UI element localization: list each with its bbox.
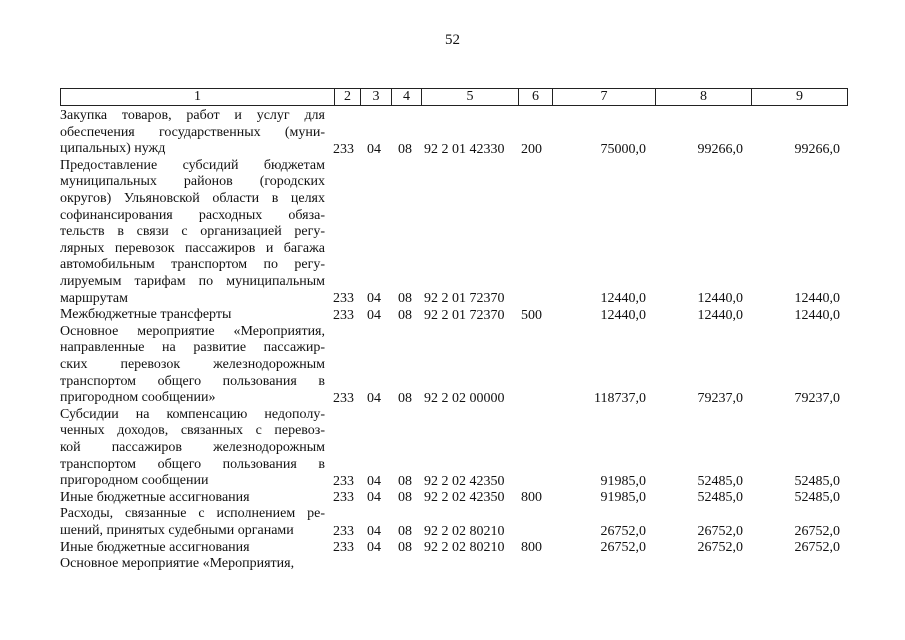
subsection-code-cell: 08 xyxy=(398,307,412,323)
expense-type-cell: 500 xyxy=(521,307,542,323)
gr-code-cell: 233 xyxy=(333,490,354,506)
description-line: Иные бюджетные ассигнования xyxy=(60,539,250,555)
expense-type-cell: 200 xyxy=(521,141,542,157)
amount-col-8-cell: 79237,0 xyxy=(697,390,743,406)
description-line: Предоставление субсидий бюджетам xyxy=(60,157,325,173)
amount-col-7-cell: 12440,0 xyxy=(600,307,646,323)
amount-col-9-cell: 12440,0 xyxy=(794,307,840,323)
description-line: шений, принятых судебными органами xyxy=(60,522,294,538)
gr-code-cell: 233 xyxy=(333,540,354,556)
description-line: транспортом общего пользования в xyxy=(60,456,325,472)
amount-col-7-cell: 91985,0 xyxy=(600,490,646,506)
amount-col-9-cell: 12440,0 xyxy=(794,291,840,307)
description-line: ципальных) нужд xyxy=(60,141,166,157)
row-description xyxy=(60,407,325,490)
row-description xyxy=(60,540,325,557)
row-description xyxy=(60,324,325,407)
table-row xyxy=(60,540,846,557)
description-line: обеспечения государственных (муни- xyxy=(60,124,325,140)
gr-code-cell: 233 xyxy=(333,307,354,323)
header-col-6: 6 xyxy=(518,89,552,105)
description-line: Иные бюджетные ассигнования xyxy=(60,489,250,505)
gr-code-cell: 233 xyxy=(333,141,354,157)
description-line: кой пассажиров железнодорожным xyxy=(60,439,325,455)
description-line: лярных перевозок пассажиров и багажа xyxy=(60,240,325,256)
section-code-cell: 04 xyxy=(367,490,381,506)
table-row xyxy=(60,324,846,407)
description-line: Основное мероприятие «Мероприятия, xyxy=(60,323,325,339)
description-line: тельств в связи с организацией регу- xyxy=(60,224,325,240)
section-code-cell: 04 xyxy=(367,307,381,323)
description-line: муниципальных районов (городских xyxy=(60,174,325,190)
description-line: ченных доходов, связанных с перевоз- xyxy=(60,423,325,439)
table-row xyxy=(60,407,846,490)
subsection-code-cell: 08 xyxy=(398,523,412,539)
amount-col-9-cell: 26752,0 xyxy=(794,540,840,556)
amount-col-8-cell: 52485,0 xyxy=(697,473,743,489)
amount-col-8-cell: 26752,0 xyxy=(697,540,743,556)
table-row xyxy=(60,307,846,324)
description-line: маршрутам xyxy=(60,290,128,306)
header-col-9: 9 xyxy=(751,89,847,105)
header-col-5: 5 xyxy=(421,89,518,105)
description-line: Субсидии на компенсацию недополу- xyxy=(60,406,325,422)
row-description xyxy=(60,556,325,573)
gr-code-cell: 233 xyxy=(333,473,354,489)
subsection-code-cell: 08 xyxy=(398,490,412,506)
amount-col-8-cell: 99266,0 xyxy=(697,141,743,157)
subsection-code-cell: 08 xyxy=(398,540,412,556)
amount-col-8-cell: 26752,0 xyxy=(697,523,743,539)
row-description xyxy=(60,490,325,507)
description-line: Основное мероприятие «Мероприятия, xyxy=(60,556,295,572)
target-article-cell: 92 2 02 42350 xyxy=(424,473,505,489)
row-description xyxy=(60,158,325,307)
row-description xyxy=(60,108,325,158)
subsection-code-cell: 08 xyxy=(398,291,412,307)
table-row xyxy=(60,556,846,573)
header-col-2: 2 xyxy=(334,89,360,105)
table-row xyxy=(60,158,846,307)
gr-code-cell: 233 xyxy=(333,523,354,539)
amount-col-9-cell: 26752,0 xyxy=(794,523,840,539)
description-line: пригородном сообщении» xyxy=(60,390,216,406)
target-article-cell: 92 2 01 72370 xyxy=(424,291,505,307)
description-line: направленные на развитие пассажир- xyxy=(60,340,325,356)
description-line: Расходы, связанные с исполнением ре- xyxy=(60,506,325,522)
amount-col-7-cell: 91985,0 xyxy=(600,473,646,489)
amount-col-9-cell: 52485,0 xyxy=(794,473,840,489)
amount-col-8-cell: 52485,0 xyxy=(697,490,743,506)
amount-col-9-cell: 79237,0 xyxy=(794,390,840,406)
amount-col-9-cell: 99266,0 xyxy=(794,141,840,157)
amount-col-7-cell: 26752,0 xyxy=(600,540,646,556)
description-line: софинансирования расходных обяза- xyxy=(60,207,325,223)
section-code-cell: 04 xyxy=(367,473,381,489)
target-article-cell: 92 2 02 80210 xyxy=(424,523,505,539)
description-line: автомобильным транспортом по регу- xyxy=(60,257,325,273)
header-col-4: 4 xyxy=(391,89,421,105)
expense-type-cell: 800 xyxy=(521,540,542,556)
page-number: 52 xyxy=(445,32,460,48)
description-line: ских перевозок железнодорожным xyxy=(60,356,325,372)
target-article-cell: 92 2 01 72370 xyxy=(424,307,505,323)
subsection-code-cell: 08 xyxy=(398,141,412,157)
target-article-cell: 92 2 02 80210 xyxy=(424,540,505,556)
table-row xyxy=(60,108,846,158)
target-article-cell: 92 2 02 42350 xyxy=(424,490,505,506)
gr-code-cell: 233 xyxy=(333,291,354,307)
header-col-7: 7 xyxy=(552,89,655,105)
section-code-cell: 04 xyxy=(367,141,381,157)
expense-type-cell: 800 xyxy=(521,490,542,506)
row-description xyxy=(60,506,325,539)
amount-col-8-cell: 12440,0 xyxy=(697,307,743,323)
header-col-3: 3 xyxy=(360,89,391,105)
description-line: лируемым тарифам по муниципальным xyxy=(60,273,325,289)
section-code-cell: 04 xyxy=(367,523,381,539)
target-article-cell: 92 2 01 42330 xyxy=(424,141,505,157)
description-line: Закупка товаров, работ и услуг для xyxy=(60,108,325,123)
subsection-code-cell: 08 xyxy=(398,473,412,489)
section-code-cell: 04 xyxy=(367,540,381,556)
gr-code-cell: 233 xyxy=(333,390,354,406)
amount-col-9-cell: 52485,0 xyxy=(794,490,840,506)
table-row xyxy=(60,490,846,507)
table-row xyxy=(60,506,846,539)
amount-col-7-cell: 75000,0 xyxy=(600,141,646,157)
target-article-cell: 92 2 02 00000 xyxy=(424,390,505,406)
amount-col-7-cell: 12440,0 xyxy=(600,291,646,307)
description-line: транспортом общего пользования в xyxy=(60,373,325,389)
amount-col-7-cell: 118737,0 xyxy=(594,390,646,406)
header-col-1: 1 xyxy=(194,89,201,104)
amount-col-8-cell: 12440,0 xyxy=(697,291,743,307)
subsection-code-cell: 08 xyxy=(398,390,412,406)
description-line: пригородном сообщении xyxy=(60,473,209,489)
amount-col-7-cell: 26752,0 xyxy=(600,523,646,539)
description-line: округов) Ульяновской области в целях xyxy=(60,190,325,206)
table-header xyxy=(60,88,848,106)
section-code-cell: 04 xyxy=(367,390,381,406)
section-code-cell: 04 xyxy=(367,291,381,307)
header-col-8: 8 xyxy=(655,89,751,105)
row-description xyxy=(60,307,325,324)
description-line: Межбюджетные трансферты xyxy=(60,307,232,323)
